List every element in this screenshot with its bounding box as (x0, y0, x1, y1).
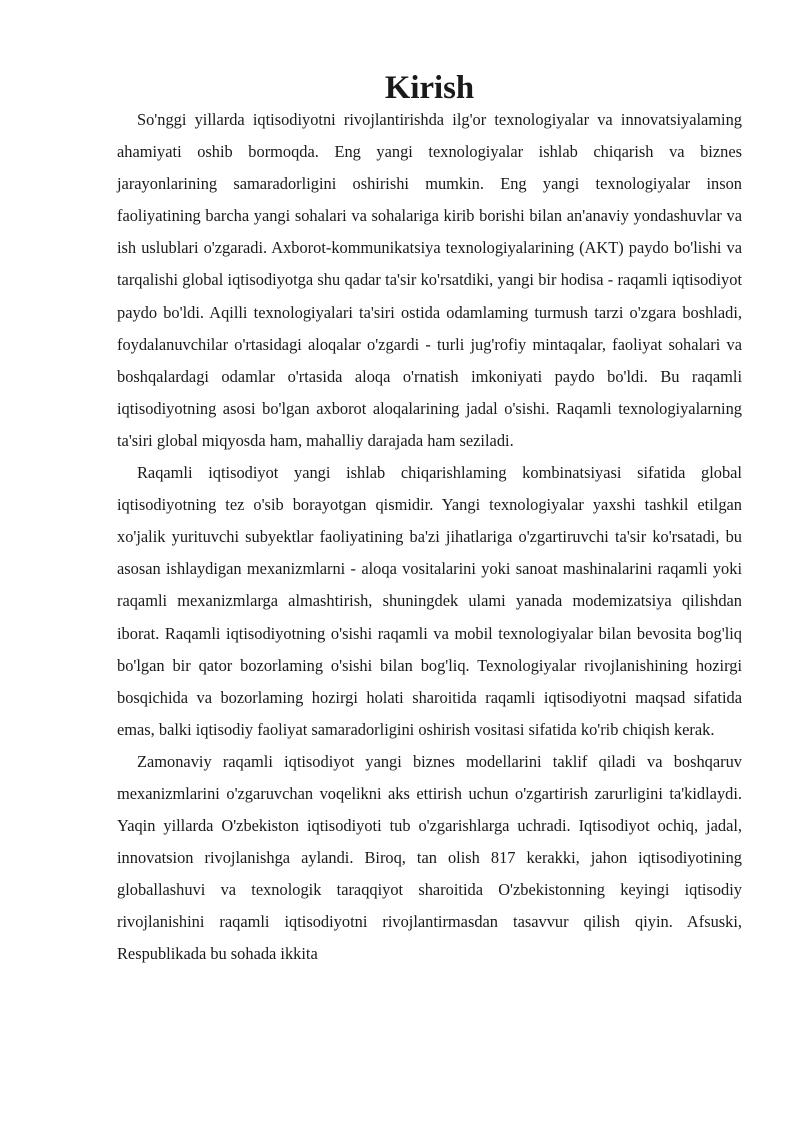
paragraph-3: Zamonaviy raqamli iqtisodiyot yangi biznes modellarini taklif qiladi va boshqaruv mexanizmlarini o'zgaruvchan voqelikni aks ettirish uchun o'zgartirish zarurligini ta'kidlaydi. Yaqin yillarda O'zbekiston iqtisodiyoti tub o'zgarishlarga uchradi. Iqtisodiyot ochiq, jadal, innovatsion rivojlanishga aylandi. Biroq, tan olish 817 kerakki, jahon iqtisodiyotining globallashuvi va texnologik taraqqiyot sharoitida O'zbekistonning keyingi iqtisodiy rivojlanishini raqamli iqtisodiyotni rivojlantirmasdan tasavvur qilish qiyin. Afsuski, Respublikada bu sohada ikkita (117, 751, 742, 964)
document-title: Kirish (384, 70, 475, 106)
document-page (117, 72, 742, 971)
paragraph-1: So'nggi yillarda iqtisodiyotni rivojlantirishda ilg'or texnologiyalar va innovatsiyalaming ahamiyati oshib bormoqda. Eng yangi texnologiyalar ishlab chiqarish va biznes jarayonlarining samaradorligini oshirishi mumkin. Eng yangi texnologiyalar inson faoliyatining barcha yangi sohalari va sohalariga kirib borishi bilan an'anaviy yondashuvlar va ish uslublari o'zgaradi. Axborot-kommunikatsiya texnologiyalarining (AKT) paydo bo'lishi va tarqalishi global iqtisodiyotga shu qadar ta'sir ko'rsatdiki, yangi bir hodisa - raqamli iqtisodiyot paydo bo'ldi. Aqilli texnologiyalari ta'siri ostida odamlaming turmush tarzi o'zgara boshladi, foydalanuvchilar o'rtasidagi aloqalar o'zgardi - turli jug'rofiy mintaqalar, faoliyat sohalari va boshqalardagi odamlar o'rtasida aloqa o'rnatish imkoniyati paydo bo'ldi. Bu raqamli iqtisodiyotning asosi bo'lgan axborot aloqalarining jadal o'sishi. Raqamli texnologiyalarning ta'siri global miqyosda ham, mahalliy darajada ham seziladi. (117, 110, 742, 450)
paragraph-2: Raqamli iqtisodiyot yangi ishlab chiqarishlaming kombinatsiyasi sifatida global iqtisodiyotning tez o'sib borayotgan qismidir. Yangi texnologiyalar yaxshi tashkil etilgan xo'jalik yurituvchi subyektlar faoliyatining ba'zi jihatlariga o'zgartiruvchi ta'sir ko'rsatadi, bu asosan ishlaydigan mexanizmlarni - aloqa vositalarini yoki sanoat mashinalarini raqamli yoki raqamli mexanizmlarga almashtirish, shuningdek ulami yanada modemizatsiya qilishdan iborat. Raqamli iqtisodiyotning o'sishi raqamli va mobil texnologiyalar bilan bevosita bog'liq bo'lgan bir qator bozorlaming o'sishi bilan bog'liq. Texnologiyalar rivojlanishining hozirgi bosqichida va bozorlaming hozirgi holati sharoitida raqamli iqtisodiyotni maqsad sifatida emas, balki iqtisodiy faoliyat samaradorligini oshirish vositasi sifatida ko'rib chiqish kerak. (117, 463, 742, 739)
